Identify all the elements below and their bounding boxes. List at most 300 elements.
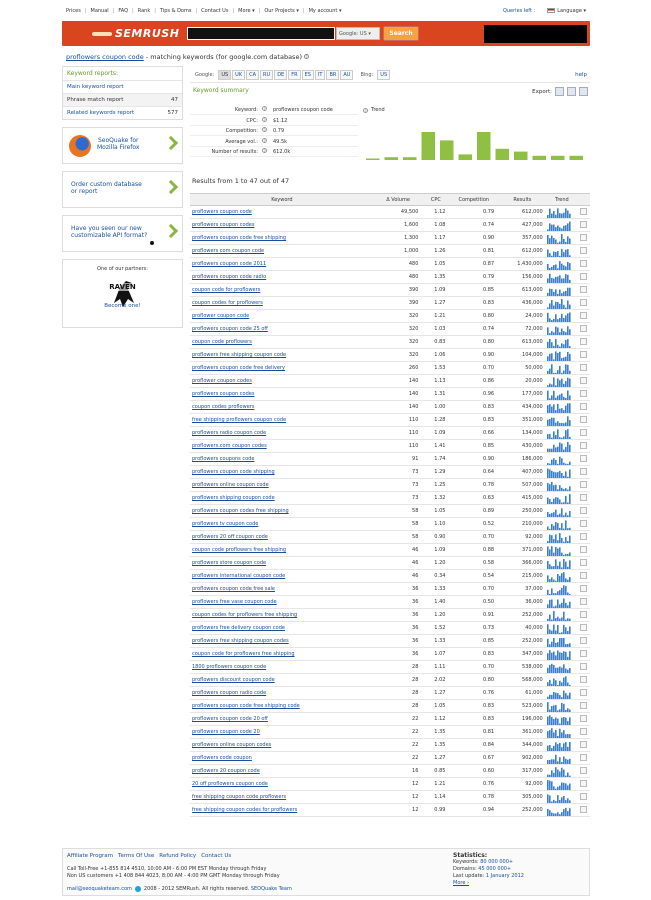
keyword-link[interactable]: proflower coupon code xyxy=(190,310,374,323)
tab-google-au[interactable]: AU xyxy=(340,70,353,80)
keyword-link[interactable]: proflowers coupon code free delivery xyxy=(190,362,374,375)
cell-value: 1.05 xyxy=(422,505,449,518)
tab-google-fr[interactable]: FR xyxy=(288,70,300,80)
row-trend-cell xyxy=(547,544,577,557)
row-action-cell xyxy=(577,479,590,492)
cell-value: 12 xyxy=(374,804,423,817)
report-icon[interactable] xyxy=(580,208,587,215)
cell-value: 407,000 xyxy=(498,466,547,479)
report-icon[interactable] xyxy=(580,442,587,449)
row-action-cell xyxy=(577,622,590,635)
table-row xyxy=(190,440,590,453)
keyword-link[interactable]: proflowers free vase coupon code xyxy=(190,596,374,609)
cell-value: 427,000 xyxy=(498,219,547,232)
report-icon[interactable] xyxy=(580,507,587,514)
export-pdf-icon[interactable] xyxy=(579,87,588,96)
keyword-link[interactable]: proflowers coupon code radio xyxy=(190,271,374,284)
table-row xyxy=(190,284,590,297)
report-icon[interactable] xyxy=(580,585,587,592)
keyword-link[interactable]: proflowers shipping coupon code xyxy=(190,492,374,505)
keyword-link[interactable]: proflowers tv coupon code xyxy=(190,518,374,531)
row-trend-chart xyxy=(547,675,571,686)
cell-value: 110 xyxy=(374,427,423,440)
report-icon[interactable] xyxy=(580,728,587,735)
keyword-link[interactable]: free shipping coupon code proflowers xyxy=(190,791,374,804)
row-trend-cell xyxy=(547,414,577,427)
report-icon[interactable] xyxy=(580,338,587,345)
cell-value: 72,000 xyxy=(498,323,547,336)
keyword-link[interactable]: proflowers code coupon xyxy=(190,752,374,765)
row-trend-cell xyxy=(547,518,577,531)
row-action-cell xyxy=(577,713,590,726)
become-partner-link[interactable]: Become one! xyxy=(104,303,141,309)
report-icon[interactable] xyxy=(580,624,587,631)
chevron-right-icon xyxy=(164,136,178,150)
email-link[interactable]: mail@seoquaketeam.com xyxy=(67,886,132,892)
cell-value: 0.84 xyxy=(449,739,498,752)
topnav-item[interactable]: Prices xyxy=(66,8,81,14)
report-icon[interactable] xyxy=(580,806,587,813)
trend-bar xyxy=(459,154,473,160)
row-trend-chart xyxy=(547,779,571,790)
cell-value: 0.66 xyxy=(449,427,498,440)
keyword-link[interactable]: coupon codes proflowers xyxy=(190,401,374,414)
keyword-link[interactable]: proflowers coupon code free sale xyxy=(190,583,374,596)
column-header[interactable] xyxy=(577,194,590,206)
language-menu[interactable]: Language ▾ xyxy=(557,8,586,14)
row-trend-cell xyxy=(547,258,577,271)
topnav-item[interactable]: Our Projects ▾ xyxy=(264,8,299,14)
row-trend-chart xyxy=(547,597,571,608)
keyword-link[interactable]: proflowers free shipping coupon codes xyxy=(190,635,374,648)
table-row xyxy=(190,557,590,570)
cell-value: 0.74 xyxy=(449,219,498,232)
row-action-cell xyxy=(577,544,590,557)
row-trend-chart xyxy=(547,207,571,218)
row-trend-chart xyxy=(547,402,571,413)
row-action-cell xyxy=(577,596,590,609)
help-icon[interactable]: ? xyxy=(263,149,266,154)
report-icon[interactable] xyxy=(580,377,587,384)
top-right xyxy=(503,8,586,14)
keyword-link[interactable]: coupon codes for proflowers free shipping xyxy=(190,609,374,622)
table-row xyxy=(190,310,590,323)
column-header[interactable]: Δ Volume xyxy=(374,194,423,206)
row-trend-cell xyxy=(547,596,577,609)
report-icon[interactable] xyxy=(580,741,587,748)
topnav-item[interactable]: Rank xyxy=(137,8,151,14)
report-icon[interactable] xyxy=(580,390,587,397)
cell-value: 434,000 xyxy=(498,401,547,414)
cell-value: 0.58 xyxy=(449,557,498,570)
cell-value: 351,000 xyxy=(498,414,547,427)
queries-left[interactable]: Queries left : xyxy=(502,8,536,14)
report-icon[interactable] xyxy=(580,286,587,293)
cell-value: 0.81 xyxy=(449,726,498,739)
topnav-item[interactable]: My account ▾ xyxy=(308,8,342,14)
cell-value: 1.33 xyxy=(422,583,449,596)
row-action-cell xyxy=(577,492,590,505)
table-row xyxy=(190,726,590,739)
keyword-link[interactable]: proflowers radio coupon code xyxy=(190,427,374,440)
tab-google-br[interactable]: BR xyxy=(326,70,339,80)
tab-google-ca[interactable]: CA xyxy=(246,70,259,80)
keyword-link[interactable]: proflower coupon codes xyxy=(190,375,374,388)
tab-google-us[interactable]: US xyxy=(218,70,231,80)
cell-value: 2.02 xyxy=(422,674,449,687)
keyword-link[interactable]: proflowers coupon code 2011 xyxy=(190,258,374,271)
cell-value: 613,000 xyxy=(498,284,547,297)
report-icon[interactable] xyxy=(580,403,587,410)
keyword-link[interactable]: proflowers.com coupon codes xyxy=(190,440,374,453)
row-trend-cell xyxy=(547,427,577,440)
report-icon[interactable] xyxy=(580,702,587,709)
column-header[interactable]: Results xyxy=(498,194,547,206)
help-icon[interactable]: ? xyxy=(305,55,308,60)
keyword-link[interactable]: proflowers store coupon code xyxy=(190,557,374,570)
column-header[interactable]: Keyword xyxy=(190,194,374,206)
sidebar-item-related-keywords-report[interactable]: Related keywords report 577 xyxy=(63,106,182,119)
table-row xyxy=(190,531,590,544)
keyword-link[interactable]: 1800 proflowers coupon code xyxy=(190,661,374,674)
footer-link[interactable]: Refund Policy xyxy=(159,853,197,859)
row-trend-chart xyxy=(547,415,571,426)
table-row xyxy=(190,648,590,661)
footer-link[interactable]: Contact Us xyxy=(201,853,232,859)
row-trend-cell xyxy=(547,505,577,518)
cell-value: 480 xyxy=(374,258,423,271)
cell-value: 28 xyxy=(374,674,423,687)
tab-google-de[interactable]: DE xyxy=(274,70,287,80)
help-icon[interactable]: ? xyxy=(263,128,266,133)
trend-label: ? Trend xyxy=(364,107,385,114)
row-trend-chart xyxy=(547,805,571,816)
report-icon[interactable] xyxy=(580,689,587,696)
row-action-cell xyxy=(577,505,590,518)
topnav-item[interactable]: Tips & Doms xyxy=(159,8,192,14)
report-icon[interactable] xyxy=(580,494,587,501)
cell-value: 0.96 xyxy=(449,388,498,401)
row-action-cell xyxy=(577,349,590,362)
report-icon[interactable] xyxy=(580,364,587,371)
keyword-link[interactable]: proflowers free shipping coupon code xyxy=(190,349,374,362)
report-icon[interactable] xyxy=(580,533,587,540)
keyword-link[interactable]: proflowers coupon codes xyxy=(190,388,374,401)
row-action-cell xyxy=(577,674,590,687)
report-icon[interactable] xyxy=(580,468,587,475)
cell-value: 0.78 xyxy=(449,479,498,492)
cell-value: 0.89 xyxy=(449,505,498,518)
report-icon[interactable] xyxy=(580,663,587,670)
summary-trend-chart xyxy=(364,130,586,160)
row-action-cell xyxy=(577,635,590,648)
keyword-link[interactable]: 20 off proflowers coupon code xyxy=(190,778,374,791)
report-icon[interactable] xyxy=(580,793,587,800)
keyword-link[interactable]: proflowers coupons code xyxy=(190,453,374,466)
report-icon[interactable] xyxy=(580,247,587,254)
row-trend-chart xyxy=(547,519,571,530)
row-trend-chart xyxy=(547,701,571,712)
cell-value: 1.21 xyxy=(422,310,449,323)
cell-value: 357,000 xyxy=(498,232,547,245)
cell-value: 612,000 xyxy=(498,245,547,258)
help-icon[interactable]: ? xyxy=(263,117,266,123)
table-row xyxy=(190,765,590,778)
table-row xyxy=(190,583,590,596)
report-icon[interactable] xyxy=(580,429,587,436)
report-icon[interactable] xyxy=(580,754,587,761)
more-link[interactable]: More › xyxy=(453,880,469,886)
report-icon[interactable] xyxy=(580,455,587,462)
report-icon[interactable] xyxy=(580,572,587,579)
keyword-link[interactable]: proflowers online coupon code xyxy=(190,479,374,492)
keyword-link[interactable]: proflowers coupon code 20 xyxy=(190,726,374,739)
table-row xyxy=(190,739,590,752)
row-action-cell xyxy=(577,570,590,583)
nav-separator: | xyxy=(195,8,198,14)
report-icon[interactable] xyxy=(580,559,587,566)
footer-link[interactable]: Terms Of Use xyxy=(118,853,155,859)
query-link[interactable]: proflowers coupon code xyxy=(66,53,144,61)
keyword-link[interactable]: proflowers coupon code shipping xyxy=(190,466,374,479)
keyword-link[interactable]: proflowers coupon code free shipping xyxy=(190,232,374,245)
row-trend-chart xyxy=(547,753,571,764)
keyword-link[interactable]: proflowers coupon codes free shipping xyxy=(190,505,374,518)
keyword-reports-box xyxy=(62,66,183,120)
column-header[interactable]: Trend xyxy=(547,194,577,206)
row-action-cell xyxy=(577,375,590,388)
help-link[interactable]: help xyxy=(575,72,587,78)
row-trend-cell xyxy=(547,661,577,674)
report-icon[interactable] xyxy=(580,325,587,332)
tab-google-ru[interactable]: RU xyxy=(260,70,273,80)
report-icon[interactable] xyxy=(580,520,587,527)
report-icon[interactable] xyxy=(580,234,587,241)
cell-value: 92,000 xyxy=(498,531,547,544)
table-row xyxy=(190,635,590,648)
help-icon[interactable]: ? xyxy=(263,138,266,144)
summary-row: Keyword: ? proflowers coupon code xyxy=(190,105,358,115)
tab-bing-us[interactable]: US xyxy=(377,70,390,80)
column-header[interactable]: Competition xyxy=(449,194,498,206)
table-row xyxy=(190,752,590,765)
cell-value: 58 xyxy=(374,505,423,518)
trend-bar xyxy=(570,156,584,160)
tab-google-es[interactable]: ES xyxy=(302,70,314,80)
table-row xyxy=(190,804,590,817)
report-icon[interactable] xyxy=(580,650,587,657)
report-icon[interactable] xyxy=(580,767,587,774)
table-row xyxy=(190,245,590,258)
cell-value: 36 xyxy=(374,635,423,648)
keyword-link[interactable]: free shipping coupon codes for proflowers xyxy=(190,804,374,817)
database-select[interactable]: Google: US ▾ xyxy=(336,27,380,40)
table-row xyxy=(190,622,590,635)
report-icon[interactable] xyxy=(580,273,587,280)
keyword-link[interactable]: proflowers 20 off coupon code xyxy=(190,531,374,544)
table-row xyxy=(190,219,590,232)
report-icon[interactable] xyxy=(580,351,587,358)
report-icon[interactable] xyxy=(580,715,587,722)
cell-value: 140 xyxy=(374,375,423,388)
keyword-link[interactable]: proflowers coupon radio code xyxy=(190,687,374,700)
row-action-cell xyxy=(577,518,590,531)
row-action-cell xyxy=(577,388,590,401)
row-trend-cell xyxy=(547,609,577,622)
trend-bar xyxy=(496,149,510,160)
chevron-right-icon xyxy=(164,224,178,238)
cell-value: 1.09 xyxy=(422,544,449,557)
keyword-link[interactable]: coupon code for proflowers xyxy=(190,284,374,297)
cell-value: 1.52 xyxy=(422,622,449,635)
cell-value: 1.00 xyxy=(422,401,449,414)
sidebar-item-main-keyword-report[interactable]: Main keyword report xyxy=(63,80,182,93)
cell-value: 22 xyxy=(374,713,423,726)
help-icon[interactable]: ? xyxy=(364,108,367,114)
trend-bar xyxy=(422,132,436,160)
tab-google-it[interactable]: IT xyxy=(315,70,326,80)
row-action-cell xyxy=(577,362,590,375)
column-header[interactable]: CPC xyxy=(422,194,449,206)
semrush-logo[interactable]: SEMRUSH xyxy=(92,27,184,40)
row-trend-cell xyxy=(547,726,577,739)
report-icon[interactable] xyxy=(580,546,587,553)
keyword-link[interactable]: proflowers coupon code 20 off xyxy=(190,713,374,726)
row-trend-chart xyxy=(547,285,571,296)
row-trend-cell xyxy=(547,752,577,765)
cell-value: 0.83 xyxy=(449,401,498,414)
table-row xyxy=(190,206,590,219)
seoquake-firefox-promo[interactable]: SeoQuake for Mozilla Firefox xyxy=(62,127,183,164)
cell-value: 22 xyxy=(374,752,423,765)
row-action-cell xyxy=(577,206,590,219)
keyword-link[interactable]: proflowers coupon code 25 off xyxy=(190,323,374,336)
keyword-link[interactable]: proflowers free delivery coupon code xyxy=(190,622,374,635)
report-icon[interactable] xyxy=(580,780,587,787)
row-action-cell xyxy=(577,427,590,440)
cell-value: 134,000 xyxy=(498,427,547,440)
footer-link[interactable]: Affiliate Program xyxy=(67,853,114,859)
report-icon[interactable] xyxy=(580,481,587,488)
search-button[interactable]: Search xyxy=(383,26,419,41)
keyword-link[interactable]: proflowers 20 coupon code xyxy=(190,765,374,778)
table-row xyxy=(190,544,590,557)
topnav-item[interactable]: Contact Us xyxy=(201,8,229,14)
cell-value: 36 xyxy=(374,596,423,609)
row-trend-cell xyxy=(547,778,577,791)
tab-google-uk[interactable]: UK xyxy=(232,70,245,80)
report-icon[interactable] xyxy=(580,611,587,618)
row-trend-cell xyxy=(547,206,577,219)
table-row xyxy=(190,401,590,414)
stat-row: Last update: 1 January 2012 xyxy=(453,873,524,879)
keyword-link[interactable]: proflowers international coupon code xyxy=(190,570,374,583)
cell-value: 317,000 xyxy=(498,765,547,778)
topnav-item[interactable]: More ▾ xyxy=(238,8,255,14)
row-action-cell xyxy=(577,440,590,453)
cell-value: 1.35 xyxy=(422,271,449,284)
report-icon[interactable] xyxy=(580,637,587,644)
row-trend-cell xyxy=(547,557,577,570)
topnav-item[interactable]: FAQ xyxy=(118,8,129,14)
team-link[interactable]: SEOQuake Team xyxy=(250,886,292,892)
cell-value: 390 xyxy=(374,297,423,310)
keyword-link[interactable]: proflowers coupon codes xyxy=(190,219,374,232)
cell-value: 215,000 xyxy=(498,570,547,583)
cell-value: 0.52 xyxy=(449,518,498,531)
cell-value: 1.14 xyxy=(422,791,449,804)
row-trend-chart xyxy=(547,532,571,543)
cell-value: 0.80 xyxy=(449,310,498,323)
cell-value: 1.74 xyxy=(422,453,449,466)
cell-value: 36,000 xyxy=(498,596,547,609)
cell-value: 156,000 xyxy=(498,271,547,284)
cell-value: 0.79 xyxy=(449,271,498,284)
cell-value: 140 xyxy=(374,401,423,414)
cell-value: 1.35 xyxy=(422,726,449,739)
table-row xyxy=(190,609,590,622)
topnav-item[interactable]: Manual xyxy=(90,8,109,14)
report-icon[interactable] xyxy=(580,312,587,319)
cell-value: 1.06 xyxy=(422,349,449,362)
header-banner xyxy=(484,25,587,43)
keyword-link[interactable]: coupon code proflowers free shipping xyxy=(190,544,374,557)
keyword-link[interactable]: free shipping proflowers coupon code xyxy=(190,414,374,427)
search-input[interactable] xyxy=(187,27,335,40)
row-trend-cell xyxy=(547,401,577,414)
cell-value: 320 xyxy=(374,310,423,323)
export-excel-icon[interactable] xyxy=(555,87,564,96)
report-icon[interactable] xyxy=(580,260,587,267)
report-icon[interactable] xyxy=(580,676,587,683)
cell-value: 20,000 xyxy=(498,375,547,388)
cell-value: 0.76 xyxy=(449,778,498,791)
custom-database-promo[interactable]: Order custom database or report xyxy=(62,171,183,208)
keyword-link[interactable]: proflowers coupon code xyxy=(190,206,374,219)
report-icon[interactable] xyxy=(580,299,587,306)
sidebar-item-phrase-match-report[interactable]: Phrase match report 47 xyxy=(63,93,182,106)
trend-bar xyxy=(403,157,417,160)
cell-value: 0.85 xyxy=(422,765,449,778)
keyword-link[interactable]: coupon code for proflowers free shipping xyxy=(190,648,374,661)
row-trend-cell xyxy=(547,375,577,388)
keyword-link[interactable]: coupon code proflowers xyxy=(190,336,374,349)
help-icon[interactable]: ? xyxy=(263,107,266,112)
report-icon[interactable] xyxy=(580,416,587,423)
cell-value: 36 xyxy=(374,583,423,596)
api-format-promo[interactable]: Have you seen our new customizable API format? xyxy=(62,215,183,252)
keyword-link[interactable]: proflowers com coupon code xyxy=(190,245,374,258)
table-row xyxy=(190,388,590,401)
report-icon[interactable] xyxy=(580,598,587,605)
row-trend-cell xyxy=(547,349,577,362)
cell-value: 0.70 xyxy=(449,362,498,375)
table-row xyxy=(190,518,590,531)
cell-value: 1,430,000 xyxy=(498,258,547,271)
export-csv-icon[interactable] xyxy=(567,87,576,96)
keyword-link[interactable]: coupon codes for proflowers xyxy=(190,297,374,310)
row-action-cell xyxy=(577,401,590,414)
keyword-link[interactable]: proflowers discount coupon code xyxy=(190,674,374,687)
row-trend-chart xyxy=(547,480,571,491)
row-trend-cell xyxy=(547,453,577,466)
row-trend-cell xyxy=(547,583,577,596)
keyword-link[interactable]: proflowers online coupon codes xyxy=(190,739,374,752)
row-action-cell xyxy=(577,661,590,674)
row-trend-chart xyxy=(547,324,571,335)
keyword-link[interactable]: proflowers coupon code free shipping code xyxy=(190,700,374,713)
report-icon[interactable] xyxy=(580,221,587,228)
